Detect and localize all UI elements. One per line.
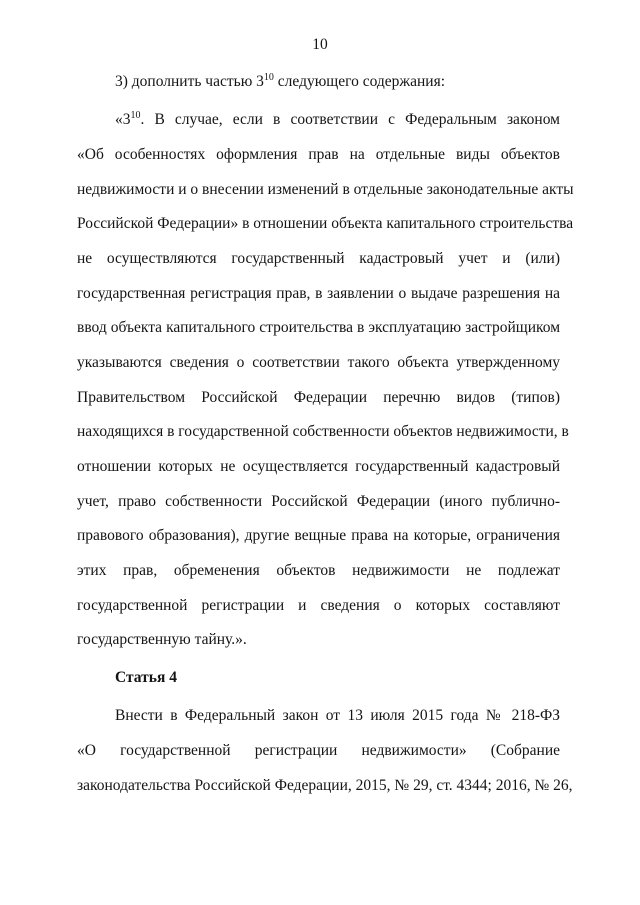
paragraph-last-line: государственную тайну.». (77, 631, 247, 648)
paragraph-first-line: «$3^{10}$. В случае, если в соответствии с Федеральным законом (115, 109, 560, 128)
paragraph-line: находящихся в государственной собственности объектов недвижимости, в (77, 423, 569, 440)
paragraph-line: государственная регистрация прав, в заявлении о выдаче разрешения на (77, 285, 560, 302)
paragraph-line: «Об особенностях оформления прав на отдельные виды объектов (77, 146, 560, 163)
paragraph-line: отношении которых не осуществляется государственный кадастровый (77, 458, 560, 475)
paragraph-line: учет, право собственности Российской Федерации (иного публично- (77, 493, 560, 510)
page-number: 10 (312, 36, 328, 53)
paragraph-first-line: Внести в Федеральный закон от 13 июля 2015 года № 218-ФЗ (115, 707, 560, 724)
paragraph-line: «О государственной регистрации недвижимости» (Собрание (77, 742, 560, 759)
paragraph-line: государственной регистрации и сведения о которых составляют (77, 597, 560, 614)
paragraph-line: правового образования), другие вещные права на которые, ограничения (77, 527, 560, 544)
paragraph-line: Правительством Российской Федерации перечню видов (типов) (77, 389, 560, 406)
paragraph-line: Российской Федерации» в отношении объекта капитального строительства (77, 215, 574, 232)
paragraph-line: этих прав, обременения объектов недвижимости не подлежат (77, 562, 560, 579)
paragraph-line: законодательства Российской Федерации, 2015, № 29, ст. 4344; 2016, № 26, (77, 777, 573, 794)
paragraph-line: недвижимости и о внесении изменений в отдельные законодательные акты (77, 181, 574, 198)
amendment-intro-line: 3) дополнить частью $3^{10}$ следующего содержания: (115, 71, 446, 90)
article-heading: Статья 4 (115, 669, 177, 686)
paragraph-line: указываются сведения о соответствии такого объекта утвержденному (77, 354, 560, 371)
paragraph-line: не осуществляются государственный кадастровый учет и (или) (77, 250, 560, 267)
paragraph-line: ввод объекта капитального строительства в эксплуатацию застройщиком (77, 319, 560, 336)
